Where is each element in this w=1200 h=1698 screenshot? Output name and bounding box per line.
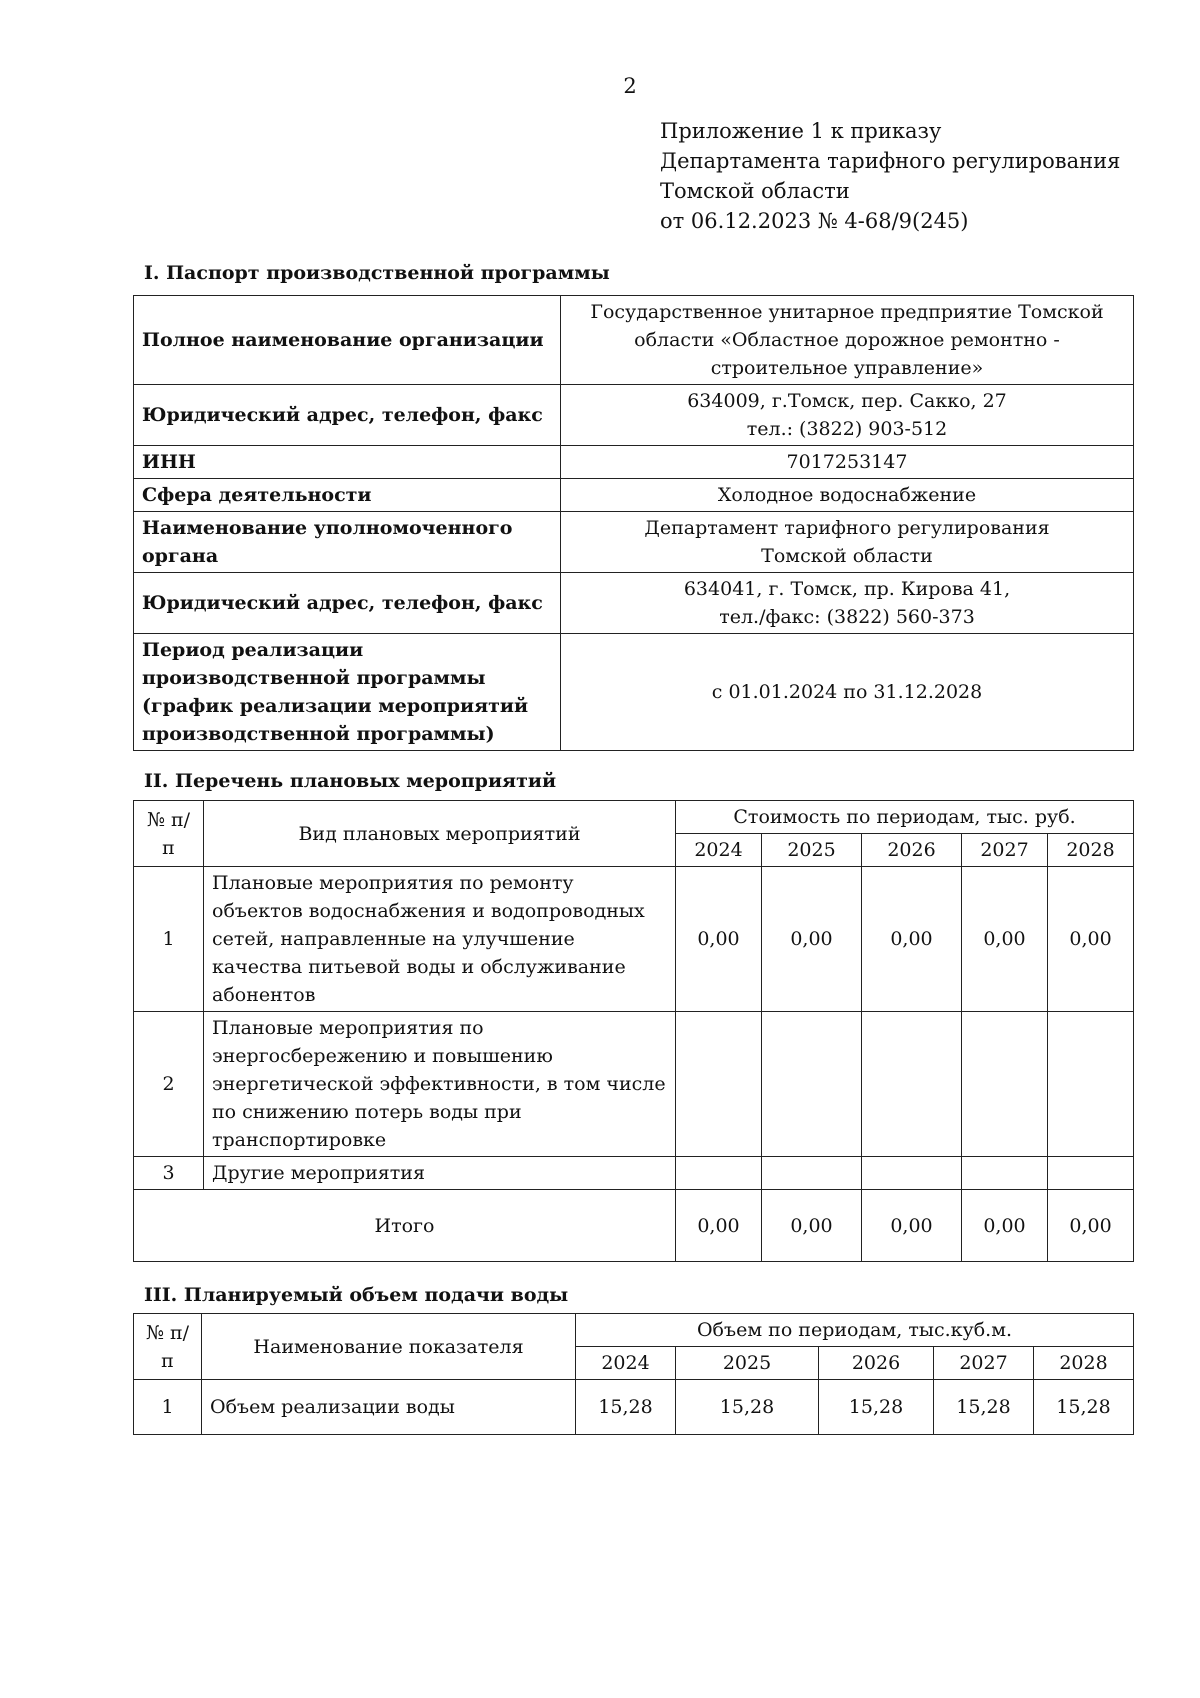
col-header-year: 2027 bbox=[934, 1347, 1034, 1380]
row-value bbox=[676, 1157, 762, 1190]
row-activity: Другие мероприятия bbox=[204, 1157, 676, 1190]
passport-value: Холодное водоснабжение bbox=[561, 479, 1134, 512]
passport-row bbox=[134, 634, 1134, 751]
appendix-order-date: от 06.12.2023 № 4-68/9(245) bbox=[660, 209, 969, 233]
passport-value-line: Департамент тарифного регулирования bbox=[644, 517, 1050, 539]
table-header-row bbox=[134, 1314, 1134, 1347]
row-value bbox=[762, 1157, 862, 1190]
row-num: 1 bbox=[134, 867, 204, 1012]
row-value: 15,28 bbox=[676, 1380, 819, 1435]
passport-value-line: тел.: (3822) 903-512 bbox=[746, 418, 948, 440]
row-value: 0,00 bbox=[762, 867, 862, 1012]
section1-title: I. Паспорт производственной программы bbox=[144, 262, 610, 284]
col-header-volume: Объем по периодам, тыс.куб.м. bbox=[576, 1314, 1134, 1347]
col-header-num: № п/п bbox=[134, 801, 204, 867]
col-header-cost: Стоимость по периодам, тыс. руб. bbox=[676, 801, 1134, 834]
row-activity: Плановые мероприятия по ремонту объектов водоснабжения и водопроводных сетей, направленные на улучшение качества питьевой воды и обслуживание абонентов bbox=[204, 867, 676, 1012]
table-row bbox=[134, 867, 1134, 1012]
passport-value-line: области «Областное дорожное ремонтно - bbox=[634, 329, 1060, 351]
passport-value-line: 634041, г. Томск, пр. Кирова 41, bbox=[683, 578, 1011, 600]
section2-title: II. Перечень плановых мероприятий bbox=[144, 770, 557, 792]
passport-row bbox=[134, 479, 1134, 512]
passport-row bbox=[134, 446, 1134, 479]
row-value bbox=[762, 1012, 862, 1157]
col-header-year: 2024 bbox=[576, 1347, 676, 1380]
passport-table bbox=[133, 295, 1134, 751]
passport-value bbox=[561, 573, 1134, 634]
col-header-year: 2028 bbox=[1034, 1347, 1134, 1380]
row-value: 15,28 bbox=[934, 1380, 1034, 1435]
row-value bbox=[862, 1012, 962, 1157]
row-value: 0,00 bbox=[862, 867, 962, 1012]
row-num: 3 bbox=[134, 1157, 204, 1190]
total-value: 0,00 bbox=[862, 1190, 962, 1262]
col-header-activity: Вид плановых мероприятий bbox=[204, 801, 676, 867]
row-value bbox=[676, 1012, 762, 1157]
col-header-year: 2025 bbox=[676, 1347, 819, 1380]
passport-value: с 01.01.2024 по 31.12.2028 bbox=[561, 634, 1134, 751]
page-number: 2 bbox=[623, 74, 637, 98]
passport-value-line: Государственное унитарное предприятие Томской bbox=[590, 301, 1104, 323]
row-value bbox=[1048, 1157, 1134, 1190]
row-value bbox=[962, 1157, 1048, 1190]
passport-label: Сфера деятельности bbox=[134, 479, 561, 512]
row-value: 15,28 bbox=[819, 1380, 934, 1435]
water-supply-table bbox=[133, 1313, 1134, 1435]
passport-value bbox=[561, 296, 1134, 385]
total-label: Итого bbox=[134, 1190, 676, 1262]
row-value bbox=[862, 1157, 962, 1190]
table-row bbox=[134, 1157, 1134, 1190]
passport-value-line: 634009, г.Томск, пер. Сакко, 27 bbox=[687, 390, 1007, 412]
passport-row bbox=[134, 385, 1134, 446]
total-row bbox=[134, 1190, 1134, 1262]
row-num: 2 bbox=[134, 1012, 204, 1157]
passport-value: 7017253147 bbox=[561, 446, 1134, 479]
passport-value-line: строительное управление» bbox=[710, 357, 984, 379]
total-value: 0,00 bbox=[676, 1190, 762, 1262]
table-header-row bbox=[134, 801, 1134, 834]
appendix-line: Томской области bbox=[660, 179, 850, 203]
passport-value-line: Томской области bbox=[761, 545, 933, 567]
col-header-year: 2026 bbox=[819, 1347, 934, 1380]
total-value: 0,00 bbox=[762, 1190, 862, 1262]
section3-title: III. Планируемый объем подачи воды bbox=[144, 1284, 569, 1306]
row-value: 0,00 bbox=[676, 867, 762, 1012]
appendix-line: Приложение 1 к приказу bbox=[660, 119, 942, 143]
passport-value bbox=[561, 385, 1134, 446]
passport-row bbox=[134, 296, 1134, 385]
col-header-year: 2025 bbox=[762, 834, 862, 867]
col-header-year: 2026 bbox=[862, 834, 962, 867]
passport-label: Юридический адрес, телефон, факс bbox=[134, 573, 561, 634]
passport-label: Полное наименование организации bbox=[134, 296, 561, 385]
table-row bbox=[134, 1380, 1134, 1435]
row-value: 15,28 bbox=[576, 1380, 676, 1435]
row-indicator: Объем реализации воды bbox=[202, 1380, 576, 1435]
col-header-indicator: Наименование показателя bbox=[202, 1314, 576, 1380]
total-value: 0,00 bbox=[1048, 1190, 1134, 1262]
row-activity: Плановые мероприятия по энергосбережению и повышению энергетической эффективности, в том числе по снижению потерь воды при транспортировке bbox=[204, 1012, 676, 1157]
col-header-year: 2024 bbox=[676, 834, 762, 867]
total-value: 0,00 bbox=[962, 1190, 1048, 1262]
passport-value-line: тел./факс: (3822) 560-373 bbox=[719, 606, 975, 628]
row-value: 0,00 bbox=[962, 867, 1048, 1012]
row-value bbox=[1048, 1012, 1134, 1157]
row-value bbox=[962, 1012, 1048, 1157]
row-num: 1 bbox=[134, 1380, 202, 1435]
passport-row bbox=[134, 512, 1134, 573]
passport-row bbox=[134, 573, 1134, 634]
col-header-year: 2027 bbox=[962, 834, 1048, 867]
passport-label: Наименование уполномоченного органа bbox=[134, 512, 561, 573]
row-value: 0,00 bbox=[1048, 867, 1134, 1012]
passport-label: Период реализации производственной программы (график реализации мероприятий производственной программы) bbox=[134, 634, 561, 751]
col-header-num: № п/п bbox=[134, 1314, 202, 1380]
planned-activities-table bbox=[133, 800, 1134, 1262]
table-row bbox=[134, 1012, 1134, 1157]
passport-label: Юридический адрес, телефон, факс bbox=[134, 385, 561, 446]
appendix-header bbox=[660, 116, 1120, 236]
col-header-year: 2028 bbox=[1048, 834, 1134, 867]
row-value: 15,28 bbox=[1034, 1380, 1134, 1435]
appendix-line: Департамента тарифного регулирования bbox=[660, 149, 1121, 173]
passport-label: ИНН bbox=[134, 446, 561, 479]
passport-value bbox=[561, 512, 1134, 573]
